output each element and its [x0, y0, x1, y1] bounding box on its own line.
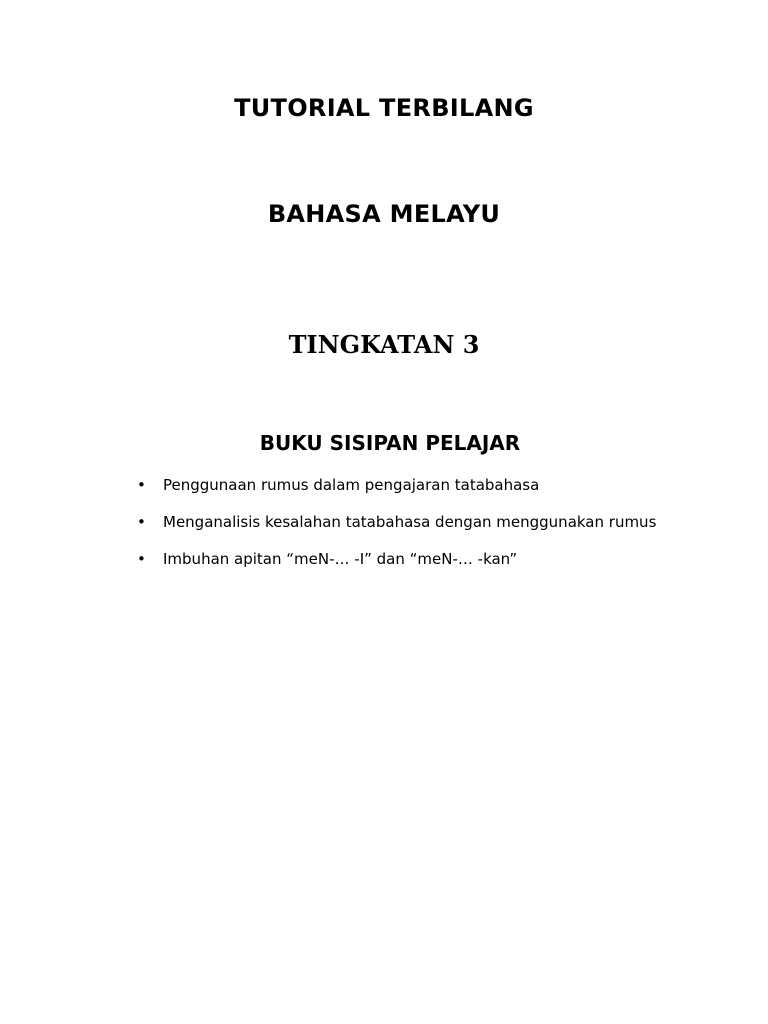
bullet-icon: •: [137, 513, 146, 531]
subject-heading: BAHASA MELAYU: [267, 200, 501, 228]
topic-text: Imbuhan apitan “meN-… -I” dan “meN-… -kan”: [163, 550, 518, 568]
booklet-heading: BUKU SISIPAN PELAJAR: [259, 431, 521, 455]
topic-list: [137, 475, 697, 586]
bullet-icon: •: [137, 550, 146, 568]
topic-text: Penggunaan rumus dalam pengajaran tatabahasa: [163, 476, 540, 494]
topic-text: Menganalisis kesalahan tatabahasa dengan menggunakan rumus: [163, 513, 657, 531]
document-title: TUTORIAL TERBILANG: [234, 94, 534, 122]
list-item: [137, 512, 697, 532]
list-item: [137, 475, 697, 495]
level-heading: TINGKATAN 3: [288, 330, 480, 359]
list-item: [137, 549, 697, 569]
bullet-icon: •: [137, 476, 146, 494]
